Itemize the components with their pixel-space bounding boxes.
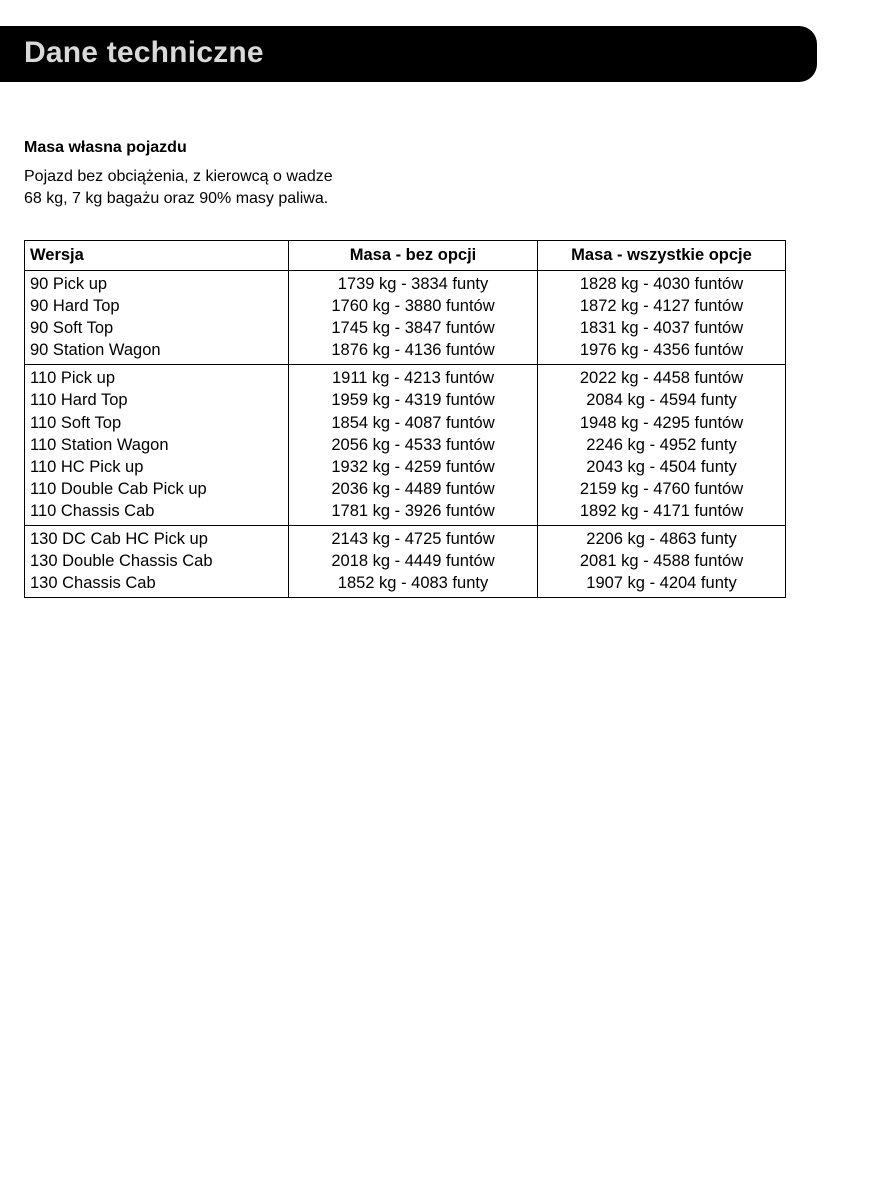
full-options-mass-cell bbox=[538, 271, 786, 365]
table-row-value: 2018 kg - 4449 funtów bbox=[331, 552, 495, 571]
table-row-value: 110 Chassis Cab bbox=[30, 501, 155, 520]
table-row-value: 1760 kg - 3880 funtów bbox=[331, 297, 495, 316]
column-header-base-mass: Masa - bez opcji bbox=[289, 241, 538, 271]
table-row-value: 1828 kg - 4030 funtów bbox=[579, 275, 744, 293]
table-row-value: 110 HC Pick up bbox=[30, 457, 144, 476]
table-row-value: 1959 kg - 4319 funtów bbox=[331, 391, 495, 410]
table-row-value: 1781 kg - 3926 funtów bbox=[331, 501, 495, 520]
table-row-value: 1911 kg - 4213 funtów bbox=[331, 369, 495, 388]
table-row-value: 1872 kg - 4127 funtów bbox=[579, 297, 744, 316]
table-row-value: 2036 kg - 4489 funtów bbox=[331, 479, 495, 498]
table-row-value: 1976 kg - 4356 funtów bbox=[579, 341, 744, 360]
page-title: Dane techniczne bbox=[24, 36, 264, 69]
version-cell bbox=[25, 365, 289, 526]
table-row-value: 130 Chassis Cab bbox=[30, 574, 156, 593]
table-row-value: 110 Hard Top bbox=[30, 391, 128, 410]
table-row-value: 2056 kg - 4533 funtów bbox=[331, 435, 495, 454]
full-options-mass-cell bbox=[538, 365, 786, 526]
weights-table bbox=[24, 240, 786, 598]
table-row-value: 110 Double Cab Pick up bbox=[30, 479, 207, 498]
table-row-value: 1745 kg - 3847 funtów bbox=[331, 319, 495, 338]
section-title: Masa własna pojazdu bbox=[24, 139, 187, 156]
table-row-value: 1948 kg - 4295 funtów bbox=[579, 413, 744, 432]
table-row-value: 2081 kg - 4588 funtów bbox=[579, 552, 744, 571]
table-row-value: 1907 kg - 4204 funty bbox=[586, 574, 737, 593]
table-row-value: 130 Double Chassis Cab bbox=[30, 552, 213, 571]
base-mass-cell bbox=[289, 365, 538, 526]
table-row-value: 2246 kg - 4952 funty bbox=[586, 435, 737, 454]
table-row-group bbox=[25, 365, 786, 526]
table-row-value: 90 Station Wagon bbox=[30, 341, 161, 360]
table-row-value: 2143 kg - 4725 funtów bbox=[331, 530, 495, 549]
table-header-row bbox=[25, 241, 786, 271]
table-row-value: 130 DC Cab HC Pick up bbox=[30, 530, 208, 549]
table-row-value: 2206 kg - 4863 funty bbox=[586, 530, 737, 549]
header-bar bbox=[0, 26, 817, 82]
table-row-value: 1932 kg - 4259 funtów bbox=[331, 457, 495, 476]
table-row-value: 2084 kg - 4594 funty bbox=[586, 391, 737, 410]
table-row-value: 1831 kg - 4037 funtów bbox=[579, 319, 744, 338]
table-row-group bbox=[25, 526, 786, 598]
full-options-mass-cell bbox=[538, 526, 786, 598]
table-row-value: 1739 kg - 3834 funty bbox=[337, 275, 489, 293]
table-row-value: 90 Soft Top bbox=[30, 319, 114, 338]
base-mass-cell bbox=[289, 526, 538, 598]
table-row-value: 1852 kg - 4083 funty bbox=[337, 574, 489, 593]
version-cell bbox=[25, 526, 289, 598]
table-row-value: 110 Soft Top bbox=[30, 413, 122, 432]
table-row-value: 1854 kg - 4087 funtów bbox=[331, 413, 495, 432]
table-body bbox=[25, 271, 786, 598]
table-row-value: 2022 kg - 4458 funtów bbox=[579, 369, 744, 388]
description-line: Pojazd bez obciążenia, z kierowcą o wadze bbox=[24, 168, 333, 185]
table-row-group bbox=[25, 271, 786, 365]
table-row-value: 2043 kg - 4504 funty bbox=[586, 457, 737, 476]
table-row-value: 1876 kg - 4136 funtów bbox=[331, 341, 495, 360]
column-header-version: Wersja bbox=[25, 241, 289, 271]
table-row-value: 1892 kg - 4171 funtów bbox=[579, 501, 744, 520]
section-description bbox=[24, 166, 333, 210]
base-mass-cell bbox=[289, 271, 538, 365]
table-row-value: 90 Pick up bbox=[30, 275, 108, 293]
table-row-value: 110 Station Wagon bbox=[30, 435, 169, 454]
table-row-value: 2159 kg - 4760 funtów bbox=[579, 479, 744, 498]
version-cell bbox=[25, 271, 289, 365]
description-line: 68 kg, 7 kg bagażu oraz 90% masy paliwa. bbox=[24, 190, 329, 207]
table-row-value: 90 Hard Top bbox=[30, 297, 120, 316]
table-row-value: 110 Pick up bbox=[30, 369, 115, 388]
column-header-full-options-mass: Masa - wszystkie opcje bbox=[538, 241, 786, 271]
